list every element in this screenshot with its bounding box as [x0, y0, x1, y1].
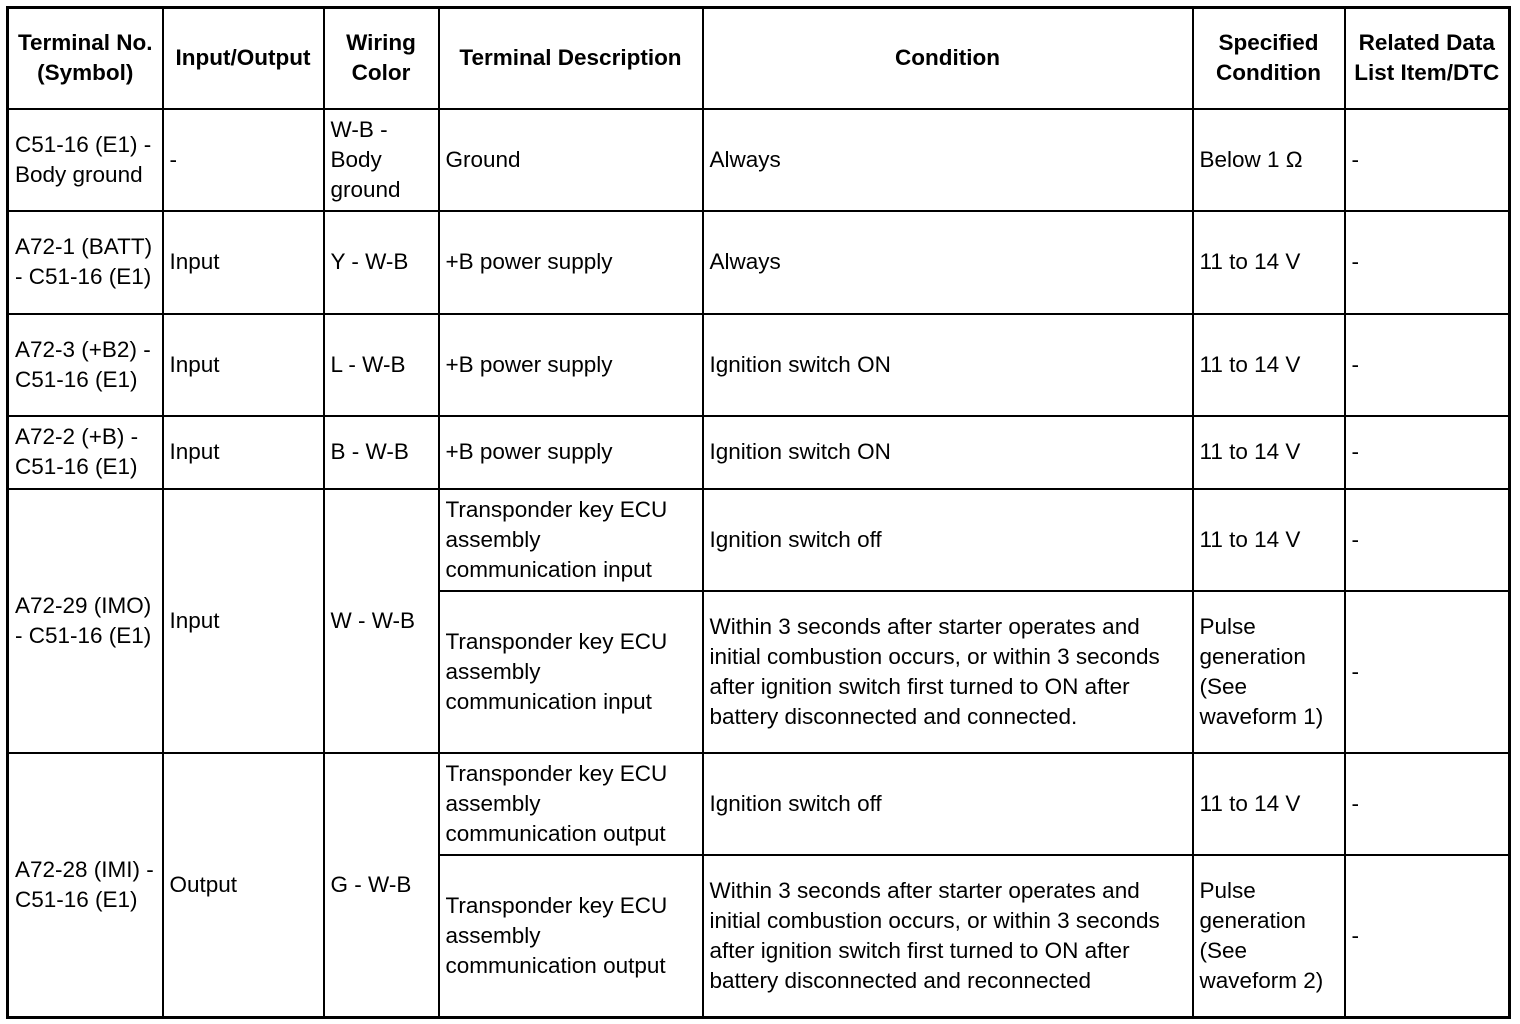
related-cell: - [1345, 753, 1510, 855]
specified-cell: Pulse generation (See waveform 2) [1193, 855, 1345, 1017]
related-cell: - [1345, 855, 1510, 1017]
wiring-cell: W-B - Body ground [324, 109, 439, 211]
related-cell: - [1345, 489, 1510, 591]
terminal-cell: A72-29 (IMO) - C51-16 (E1) [8, 489, 163, 753]
table-row [8, 753, 1510, 855]
terminal-cell: A72-2 (+B) - C51-16 (E1) [8, 416, 163, 489]
terminal-cell: A72-1 (BATT) - C51-16 (E1) [8, 211, 163, 314]
specified-cell: 11 to 14 V [1193, 489, 1345, 591]
condition-cell: Always [703, 109, 1193, 211]
wiring-cell: L - W-B [324, 314, 439, 416]
specified-cell: 11 to 14 V [1193, 416, 1345, 489]
terminal-spec-table [6, 6, 1511, 1019]
io-cell: Output [163, 753, 324, 1017]
condition-cell: Ignition switch ON [703, 416, 1193, 489]
header-terminal-description: Terminal Description [439, 8, 703, 109]
table-row [8, 109, 1510, 211]
header-condition: Condition [703, 8, 1193, 109]
specified-cell: 11 to 14 V [1193, 211, 1345, 314]
condition-cell: Within 3 seconds after starter operates and initial combustion occurs, or within 3 seconds after ignition switch first turned to ON after battery disconnected and reconnected [703, 855, 1193, 1017]
specified-cell: Pulse generation (See waveform 1) [1193, 591, 1345, 753]
terminal-cell: C51-16 (E1) - Body ground [8, 109, 163, 211]
specified-cell: Below 1 Ω [1193, 109, 1345, 211]
table-row [8, 416, 1510, 489]
table-row [8, 489, 1510, 591]
condition-cell: Ignition switch off [703, 489, 1193, 591]
description-cell: +B power supply [439, 211, 703, 314]
wiring-cell: B - W-B [324, 416, 439, 489]
specified-cell: 11 to 14 V [1193, 314, 1345, 416]
header-wiring-color: Wiring Color [324, 8, 439, 109]
header-input-output: Input/Output [163, 8, 324, 109]
condition-cell: Ignition switch ON [703, 314, 1193, 416]
description-cell: Transponder key ECU assembly communication input [439, 591, 703, 753]
terminal-cell: A72-28 (IMI) - C51-16 (E1) [8, 753, 163, 1017]
header-related-data: Related Data List Item/DTC [1345, 8, 1510, 109]
header-terminal: Terminal No. (Symbol) [8, 8, 163, 109]
table-row [8, 211, 1510, 314]
description-cell: Transponder key ECU assembly communication input [439, 489, 703, 591]
io-cell: Input [163, 314, 324, 416]
description-cell: Ground [439, 109, 703, 211]
description-cell: Transponder key ECU assembly communication output [439, 753, 703, 855]
description-cell: +B power supply [439, 314, 703, 416]
related-cell: - [1345, 314, 1510, 416]
wiring-cell: G - W-B [324, 753, 439, 1017]
related-cell: - [1345, 591, 1510, 753]
header-specified-condition: Specified Condition [1193, 8, 1345, 109]
io-cell: Input [163, 416, 324, 489]
condition-cell: Always [703, 211, 1193, 314]
io-cell: - [163, 109, 324, 211]
table-row [8, 314, 1510, 416]
condition-cell: Within 3 seconds after starter operates and initial combustion occurs, or within 3 seconds after ignition switch first turned to ON after battery disconnected and connected. [703, 591, 1193, 753]
wiring-cell: W - W-B [324, 489, 439, 753]
header-row [8, 8, 1510, 109]
io-cell: Input [163, 489, 324, 753]
wiring-cell: Y - W-B [324, 211, 439, 314]
io-cell: Input [163, 211, 324, 314]
terminal-cell: A72-3 (+B2) - C51-16 (E1) [8, 314, 163, 416]
related-cell: - [1345, 211, 1510, 314]
related-cell: - [1345, 416, 1510, 489]
specified-cell: 11 to 14 V [1193, 753, 1345, 855]
description-cell: +B power supply [439, 416, 703, 489]
description-cell: Transponder key ECU assembly communication output [439, 855, 703, 1017]
condition-cell: Ignition switch off [703, 753, 1193, 855]
related-cell: - [1345, 109, 1510, 211]
